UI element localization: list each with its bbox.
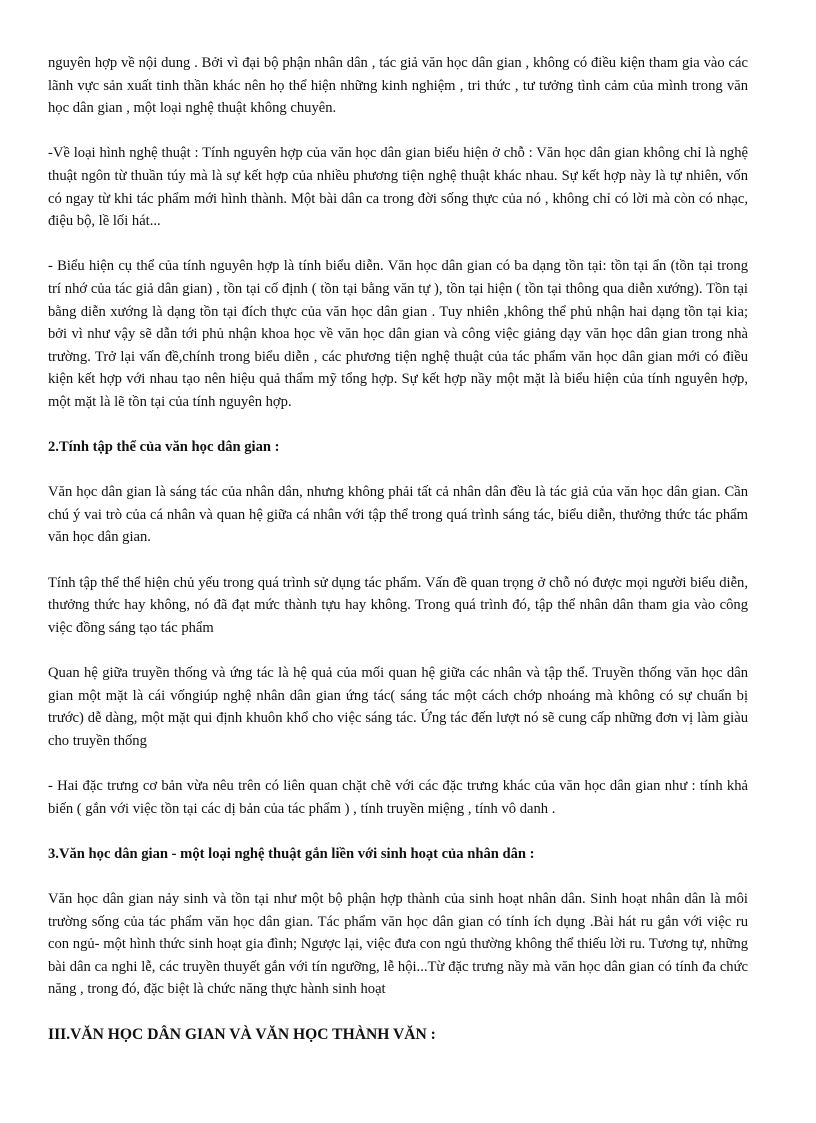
paragraph-3: - Biểu hiện cụ thể của tính nguyên hợp là tính biểu diễn. Văn học dân gian có ba dạng tồn tại: tồn tại ẩn (tồn tại trong trí nhớ của tác giả dân gian) , tồn tại cố định ( tồn tại bằng văn tự ), tồn tại hiện ( tồn tại thông qua diễn xướng). Tồn tại bằng diễn xướng là dạng tồn tại đích thực của văn học dân gian . Tuy nhiên ,không thể phủ nhận hai dạng tồn tại kia; bởi vì như vậy sẽ dẫn tới phủ nhận khoa học về văn học dân gian và công việc giảng dạy văn học dân gian trong nhà trường. Trở lại vấn đề,chính trong biểu diễn , các phương tiện nghệ thuật của tác phẩm văn học dân gian mới có điều kiện kết hợp với nhau tạo nên hiệu quả thẩm mỹ tổng hợp. Sự kết hợp nầy một mặt là biểu hiện của tính nguyên hợp, một mặt là lẽ tồn tại của tính nguyên hợp. xyxy=(48,258,748,410)
heading-3: 3.Văn học dân gian - một loại nghệ thuật gắn liền với sinh hoạt của nhân dân : xyxy=(48,845,535,862)
heading-2: 2.Tính tập thể của văn học dân gian : xyxy=(48,439,280,456)
paragraph-6: Quan hệ giữa truyền thống và ứng tác là hệ quả của mối quan hệ giữa các nhân và tập thể. Truyền thống văn học dân gian một mặt là cái vốngiúp nghệ nhân dân gian ứng tác( sáng tác một cách chớp nhoáng mà không có sự chuẩn bị trước) dễ dàng, một mặt qui định khuôn khổ cho việc sáng tác. Ứng tác đến lượt nó sẽ cung cấp những đơn vị làm giàu cho truyền thống xyxy=(48,665,748,749)
spacer xyxy=(48,459,748,482)
paragraph-5: Tính tập thể thể hiện chủ yếu trong quá trình sử dụng tác phẩm. Vấn đề quan trọng ở chỗ nó được mọi người biểu diễn, thưởng thức hay không, nó đã đạt mức thành tựu hay không. Trong quá trình đó, tập thể nhân dân tham gia vào công việc đồng sáng tạo tác phẩm xyxy=(48,574,748,636)
spacer xyxy=(48,752,748,775)
spacer xyxy=(48,233,748,256)
spacer xyxy=(48,414,748,437)
section-heading-iii: III.VĂN HỌC DÂN GIAN VÀ VĂN HỌC THÀNH VĂN : xyxy=(48,1025,436,1043)
spacer xyxy=(48,820,748,843)
paragraph-1: nguyên hợp về nội dung . Bởi vì đại bộ phận nhân dân , tác giả văn học dân gian , không có điều kiện tham gia vào các lãnh vực sản xuất tinh thần khác nên họ thể hiện những kinh nghiệm , tri thức , tư tưởng tình cảm của mình trong văn học dân gian , một loại nghệ thuật không chuyên. xyxy=(48,55,748,117)
spacer xyxy=(48,120,748,143)
spacer xyxy=(48,1001,748,1024)
paragraph-8: Văn học dân gian nảy sinh và tồn tại như một bộ phận hợp thành của sinh hoạt nhân dân. Sinh hoạt nhân dân là môi trường sống của tác phẩm văn học dân gian. Tác phẩm văn học dân gian có tính ích dụng .Bài hát ru gắn với việc ru con ngủ- một hình thức sinh hoạt gia đình; Ngược lại, việc đưa con ngủ thường không thể thiếu lời ru. Tương tự, những bài dân ca nghi lễ, các truyền thuyết gắn với tín ngưỡng, lễ hội...Từ đặc trưng nầy mà văn học dân gian có tính đa chức năng , trong đó, đặc biệt là chức năng thực hành sinh hoạt xyxy=(48,890,748,998)
paragraph-4: Văn học dân gian là sáng tác của nhân dân, nhưng không phải tất cả nhân dân đều là tác giả của văn học dân gian. Cần chú ý vai trò của cá nhân và quan hệ giữa cá nhân với tập thể trong quá trình sáng tác, biểu diễn, thưởng thức tác phẩm văn học dân gian. xyxy=(48,484,748,546)
spacer xyxy=(48,549,748,572)
spacer xyxy=(48,865,748,888)
paragraph-7: - Hai đặc trưng cơ bản vừa nêu trên có liên quan chặt chẽ với các đặc trưng khác của văn học dân gian như : tính khả biến ( gắn với việc tồn tại các dị bản của tác phẩm ) , tính truyền miệng , tính vô danh . xyxy=(48,778,748,817)
spacer xyxy=(48,639,748,662)
paragraph-2: -Về loại hình nghệ thuật : Tính nguyên hợp của văn học dân gian biểu hiện ở chỗ : Văn học dân gian không chỉ là nghệ thuật ngôn từ thuần túy mà là sự kết hợp của nhiều phương tiện nghệ thuật khác nhau. Sự kết hợp này là tự nhiên, vốn có ngay từ khi tác phẩm mới hình thành. Một bài dân ca trong đời sống thực của nó , không chỉ có lời mà còn có nhạc, điệu bộ, lề lối hát... xyxy=(48,145,748,230)
document-page xyxy=(48,52,748,1046)
